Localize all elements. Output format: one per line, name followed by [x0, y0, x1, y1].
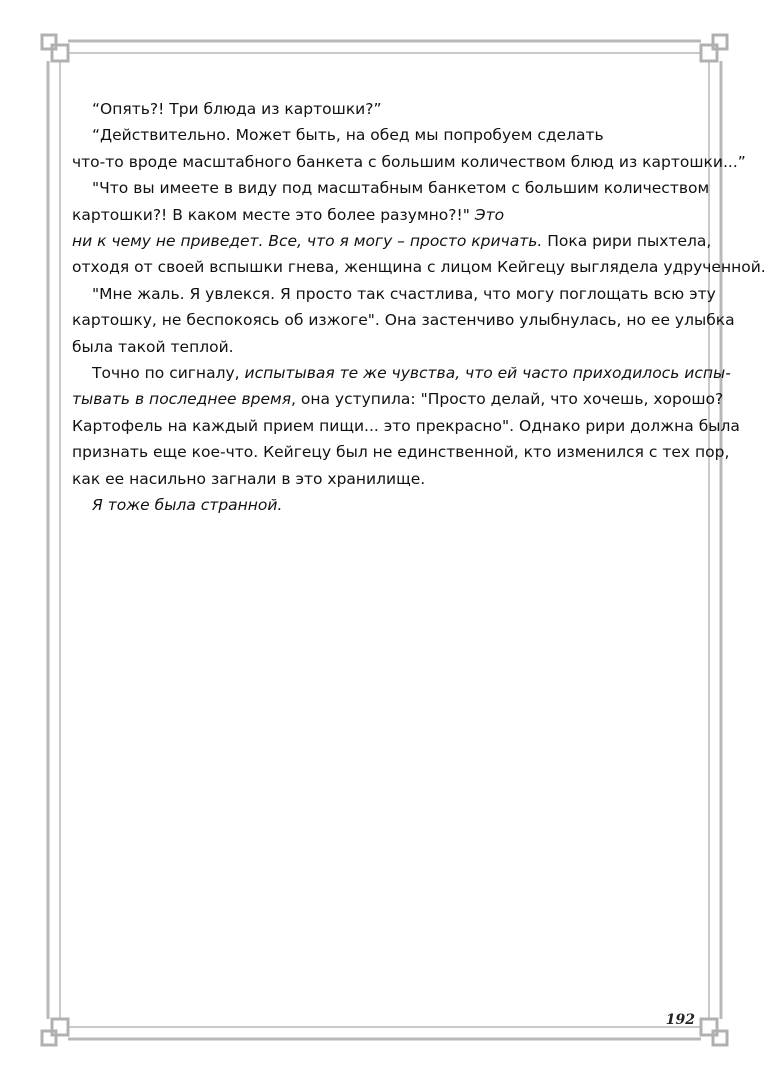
- body-text: [72, 96, 766, 519]
- text-line: [72, 96, 712, 122]
- text-line-main: "Мне жаль. Я увлекся. Я просто так счастлива, что могу поглощать всю эту: [92, 284, 716, 303]
- text-line-main: отходя от своей вспышки гнева, женщина с лицом Кейгецу выглядела удрученной.: [72, 258, 766, 277]
- text-line-main: “Действительно. Может быть, на обед мы попробуем сделать: [92, 126, 604, 145]
- text-line-main: ни к чему не приведет. Все, что я могу – просто кричать.: [72, 232, 543, 251]
- text-line: [72, 307, 735, 333]
- text-line-main: тывать в последнее время: [72, 390, 292, 409]
- text-line: [72, 413, 740, 439]
- text-line-main: картошку, не беспокоясь об изжоге". Она застенчиво улыбнулась, но ее улыбка: [72, 311, 735, 330]
- text-line-main: картошки?! В каком месте это более разумно?!": [72, 205, 470, 224]
- text-line: [72, 149, 746, 175]
- text-line-main: "Что вы имеете в виду под масштабным банкетом с большим количеством: [92, 179, 710, 198]
- text-line-main: как ее насильно загнали в это хранилище.: [72, 469, 426, 488]
- text-line: [72, 202, 712, 228]
- text-line: [72, 439, 730, 465]
- text-line-main: что-то вроде масштабного банкета с большим количеством блюд из картошки...”: [72, 152, 746, 171]
- text-line-main: была такой теплой.: [72, 337, 234, 356]
- text-line-italic-tail: Это: [469, 205, 505, 224]
- text-line: [72, 281, 716, 307]
- text-line-plain-tail: , она уступила: "Просто делай, что хочешь, хорошо?: [291, 390, 724, 409]
- text-line-main: Точно по сигналу,: [92, 364, 240, 383]
- text-line: [72, 122, 712, 148]
- text-line: [72, 254, 766, 280]
- text-line: [72, 175, 712, 201]
- text-line-main: Картофель на каждый прием пищи... это прекрасно". Однако рири должна была: [72, 416, 740, 435]
- text-line: [72, 492, 712, 518]
- page-number: 192: [665, 1012, 695, 1028]
- text-line-italic-tail: испытывая те же чувства, что ей часто приходилось испы-: [239, 364, 731, 383]
- text-line: [72, 360, 731, 386]
- text-line: [72, 334, 712, 360]
- text-line: [72, 228, 712, 254]
- text-line-main: Я тоже была странной.: [92, 496, 283, 515]
- text-line: [72, 386, 724, 412]
- text-line: [72, 466, 712, 492]
- text-line-main: “Опять?! Три блюда из картошки?”: [92, 100, 382, 118]
- text-line-plain-tail: Пока рири пыхтела,: [542, 232, 712, 251]
- text-line-main: признать еще кое-что. Кейгецу был не единственной, кто изменился с тех пор,: [72, 443, 730, 462]
